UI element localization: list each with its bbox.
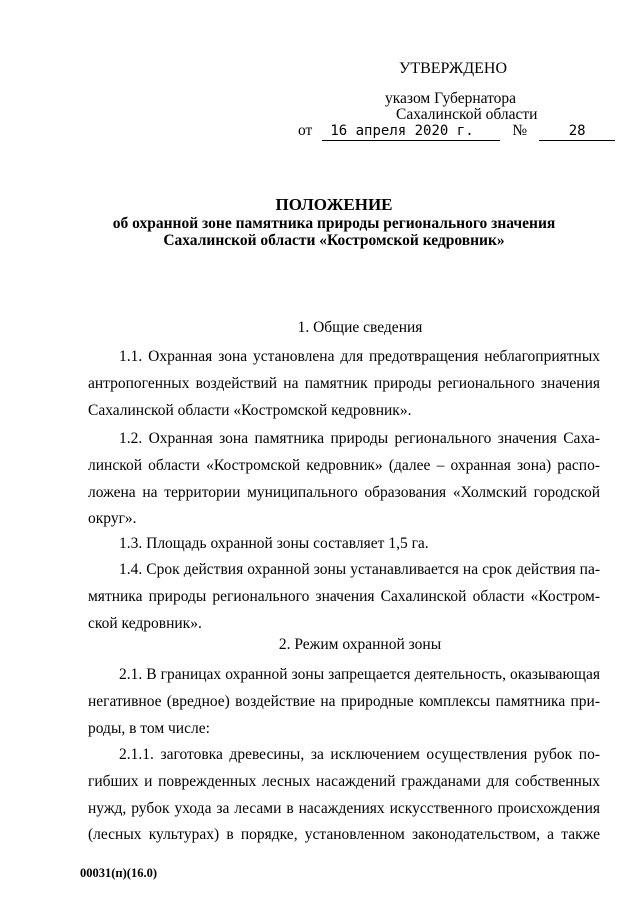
paragraph-line: мятника природы регионального значения Сахалинской области «Костром- [88, 587, 600, 605]
decree-date: 16 апреля 2020 г. [322, 123, 500, 141]
paragraph-line: линской области «Костромской кедровник» (далее – охранная зона) распо- [88, 456, 600, 474]
paragraph-line: Сахалинской области «Костромской кедровник». [88, 401, 412, 419]
section-heading-general: 1. Общие сведения [297, 319, 423, 336]
paragraph-line: 1.4. Срок действия охранной зоны устанавливается на срок действия па- [119, 561, 600, 578]
paragraph-line: гибших и поврежденных лесных насаждений гражданами для собственных [88, 772, 600, 790]
section-heading-regime: 2. Режим охранной зоны [278, 636, 442, 653]
document-title: ПОЛОЖЕНИЕ [275, 195, 393, 214]
paragraph-line: округ». [88, 510, 137, 528]
paragraph-2-1-1 [88, 742, 600, 849]
paragraph-1-1 [88, 344, 600, 424]
paragraph-line: негативное (вредное) воздействие на природные комплексы памятника при- [88, 692, 600, 710]
paragraph-line: антропогенных воздействий на памятник природы регионального значения [88, 374, 600, 392]
number-label: № [512, 122, 528, 139]
paragraph-1-4 [88, 557, 600, 637]
document-footer-code: 00031(п)(16.0) [80, 866, 157, 880]
paragraph-1-2 [88, 426, 600, 533]
from-label: от [298, 122, 313, 139]
document-subtitle-line1: об охранной зоне памятника природы регионального значения [112, 215, 556, 232]
paragraph-line: ложена на территории муниципального образования «Холмский городской [88, 483, 600, 501]
approval-issuer-line2: Сахалинской области [396, 106, 538, 123]
paragraph-line: 2.1. В границах охранной зоны запрещается деятельность, оказывающая [119, 666, 600, 683]
paragraph-line: роды, в том числе: [88, 719, 210, 737]
document-subtitle-line2: Сахалинской области «Костромской кедровник» [163, 232, 505, 249]
paragraph-2-1 [88, 662, 600, 742]
paragraph-line: нужд, рубок ухода за лесами в насаждениях искусственного происхождения [88, 799, 600, 817]
paragraph-line: 1.2. Охранная зона памятника природы регионального значения Саха- [119, 430, 600, 447]
paragraph-line: ской кедровник». [88, 614, 202, 632]
approval-issuer-line1: указом Губернатора [385, 90, 517, 107]
paragraph-line: (лесных культурах) в порядке, установленном законодательством, а также [88, 826, 600, 844]
decree-number: 28 [539, 123, 615, 141]
decree-date-number-row [298, 122, 615, 141]
paragraph-line: 1.3. Площадь охранной зоны составляет 1,5 га. [119, 535, 429, 552]
paragraph-1-3 [88, 531, 600, 558]
paragraph-line: 1.1. Охранная зона установлена для предотвращения неблагоприятных [119, 348, 600, 365]
approval-heading: УТВЕРЖДЕНО [399, 60, 508, 77]
paragraph-line: 2.1.1. заготовка древесины, за исключением осуществления рубок по- [119, 746, 600, 763]
